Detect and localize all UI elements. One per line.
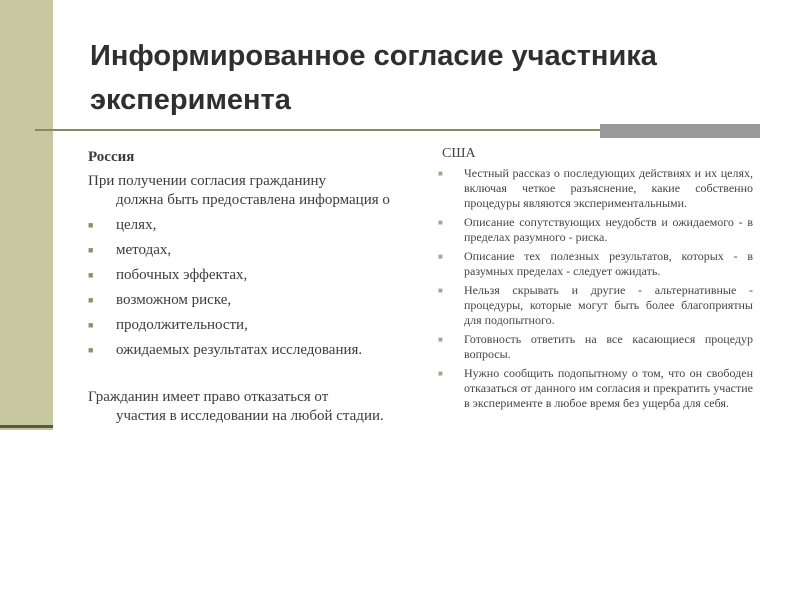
square-bullet-icon: ■ (438, 286, 443, 295)
square-bullet-icon: ■ (88, 295, 94, 305)
title-rule (35, 129, 600, 131)
title-rule-block (600, 124, 760, 138)
square-bullet-icon: ■ (438, 218, 443, 227)
list-item: ■ Нужно сообщить подопытному о том, что он свободен отказаться от данного им согласия и прекратить участие в эксперименте в любое время без ущерба для себя. (438, 366, 753, 410)
list-item: ■ продолжительности, (88, 317, 248, 333)
square-bullet-icon: ■ (88, 320, 94, 330)
slide-title: Информированное согласие участника эксперимента (90, 40, 657, 116)
russia-column (88, 148, 406, 426)
square-bullet-icon: ■ (88, 220, 94, 230)
usa-heading: США (442, 146, 476, 161)
russia-intro (88, 172, 406, 210)
russia-closing-first-line: Гражданин имеет право отказаться от (88, 389, 329, 405)
usa-list (438, 166, 753, 411)
russia-heading: Россия (88, 149, 135, 165)
square-bullet-icon: ■ (438, 369, 443, 378)
russia-intro-continued: должна быть предоставлена информация о (116, 192, 390, 208)
list-item: ■ методах, (88, 242, 172, 258)
square-bullet-icon: ■ (438, 252, 443, 261)
list-item: ■ Описание сопутствующих неудобств и ожидаемого - в пределах разумного - риска. (438, 215, 753, 244)
left-accent-bar (0, 0, 53, 430)
russia-intro-first-line: При получении согласия гражданину (88, 173, 327, 189)
square-bullet-icon: ■ (88, 270, 94, 280)
square-bullet-icon: ■ (88, 345, 94, 355)
list-item: ■ побочных эффектах, (88, 267, 248, 283)
russia-closing-continued: участия в исследовании на любой стадии. (116, 408, 384, 424)
list-item: ■ Готовность ответить на все касающиеся процедур вопросы. (438, 332, 753, 361)
list-item: ■ возможном риске, (88, 292, 232, 308)
usa-column (438, 146, 753, 415)
left-accent-underline (0, 425, 53, 428)
list-item: ■ Нельзя скрывать и другие - альтернативные - процедуры, которые могут быть более благоприятны для подопытного. (438, 283, 753, 327)
square-bullet-icon: ■ (88, 245, 94, 255)
square-bullet-icon: ■ (438, 335, 443, 344)
russia-list (88, 216, 406, 360)
list-item: ■ целях, (88, 217, 157, 233)
list-item: ■ ожидаемых результатах исследования. (88, 342, 363, 358)
square-bullet-icon: ■ (438, 169, 443, 178)
list-item: ■ Описание тех полезных результатов, которых - в разумных пределах - следует ожидать. (438, 249, 753, 278)
list-item: ■ Честный рассказ о последующих действиях и их целях, включая четкое разъяснение, какие собственно процедуры являются экспериментальными. (438, 166, 753, 210)
russia-closing (88, 388, 406, 426)
